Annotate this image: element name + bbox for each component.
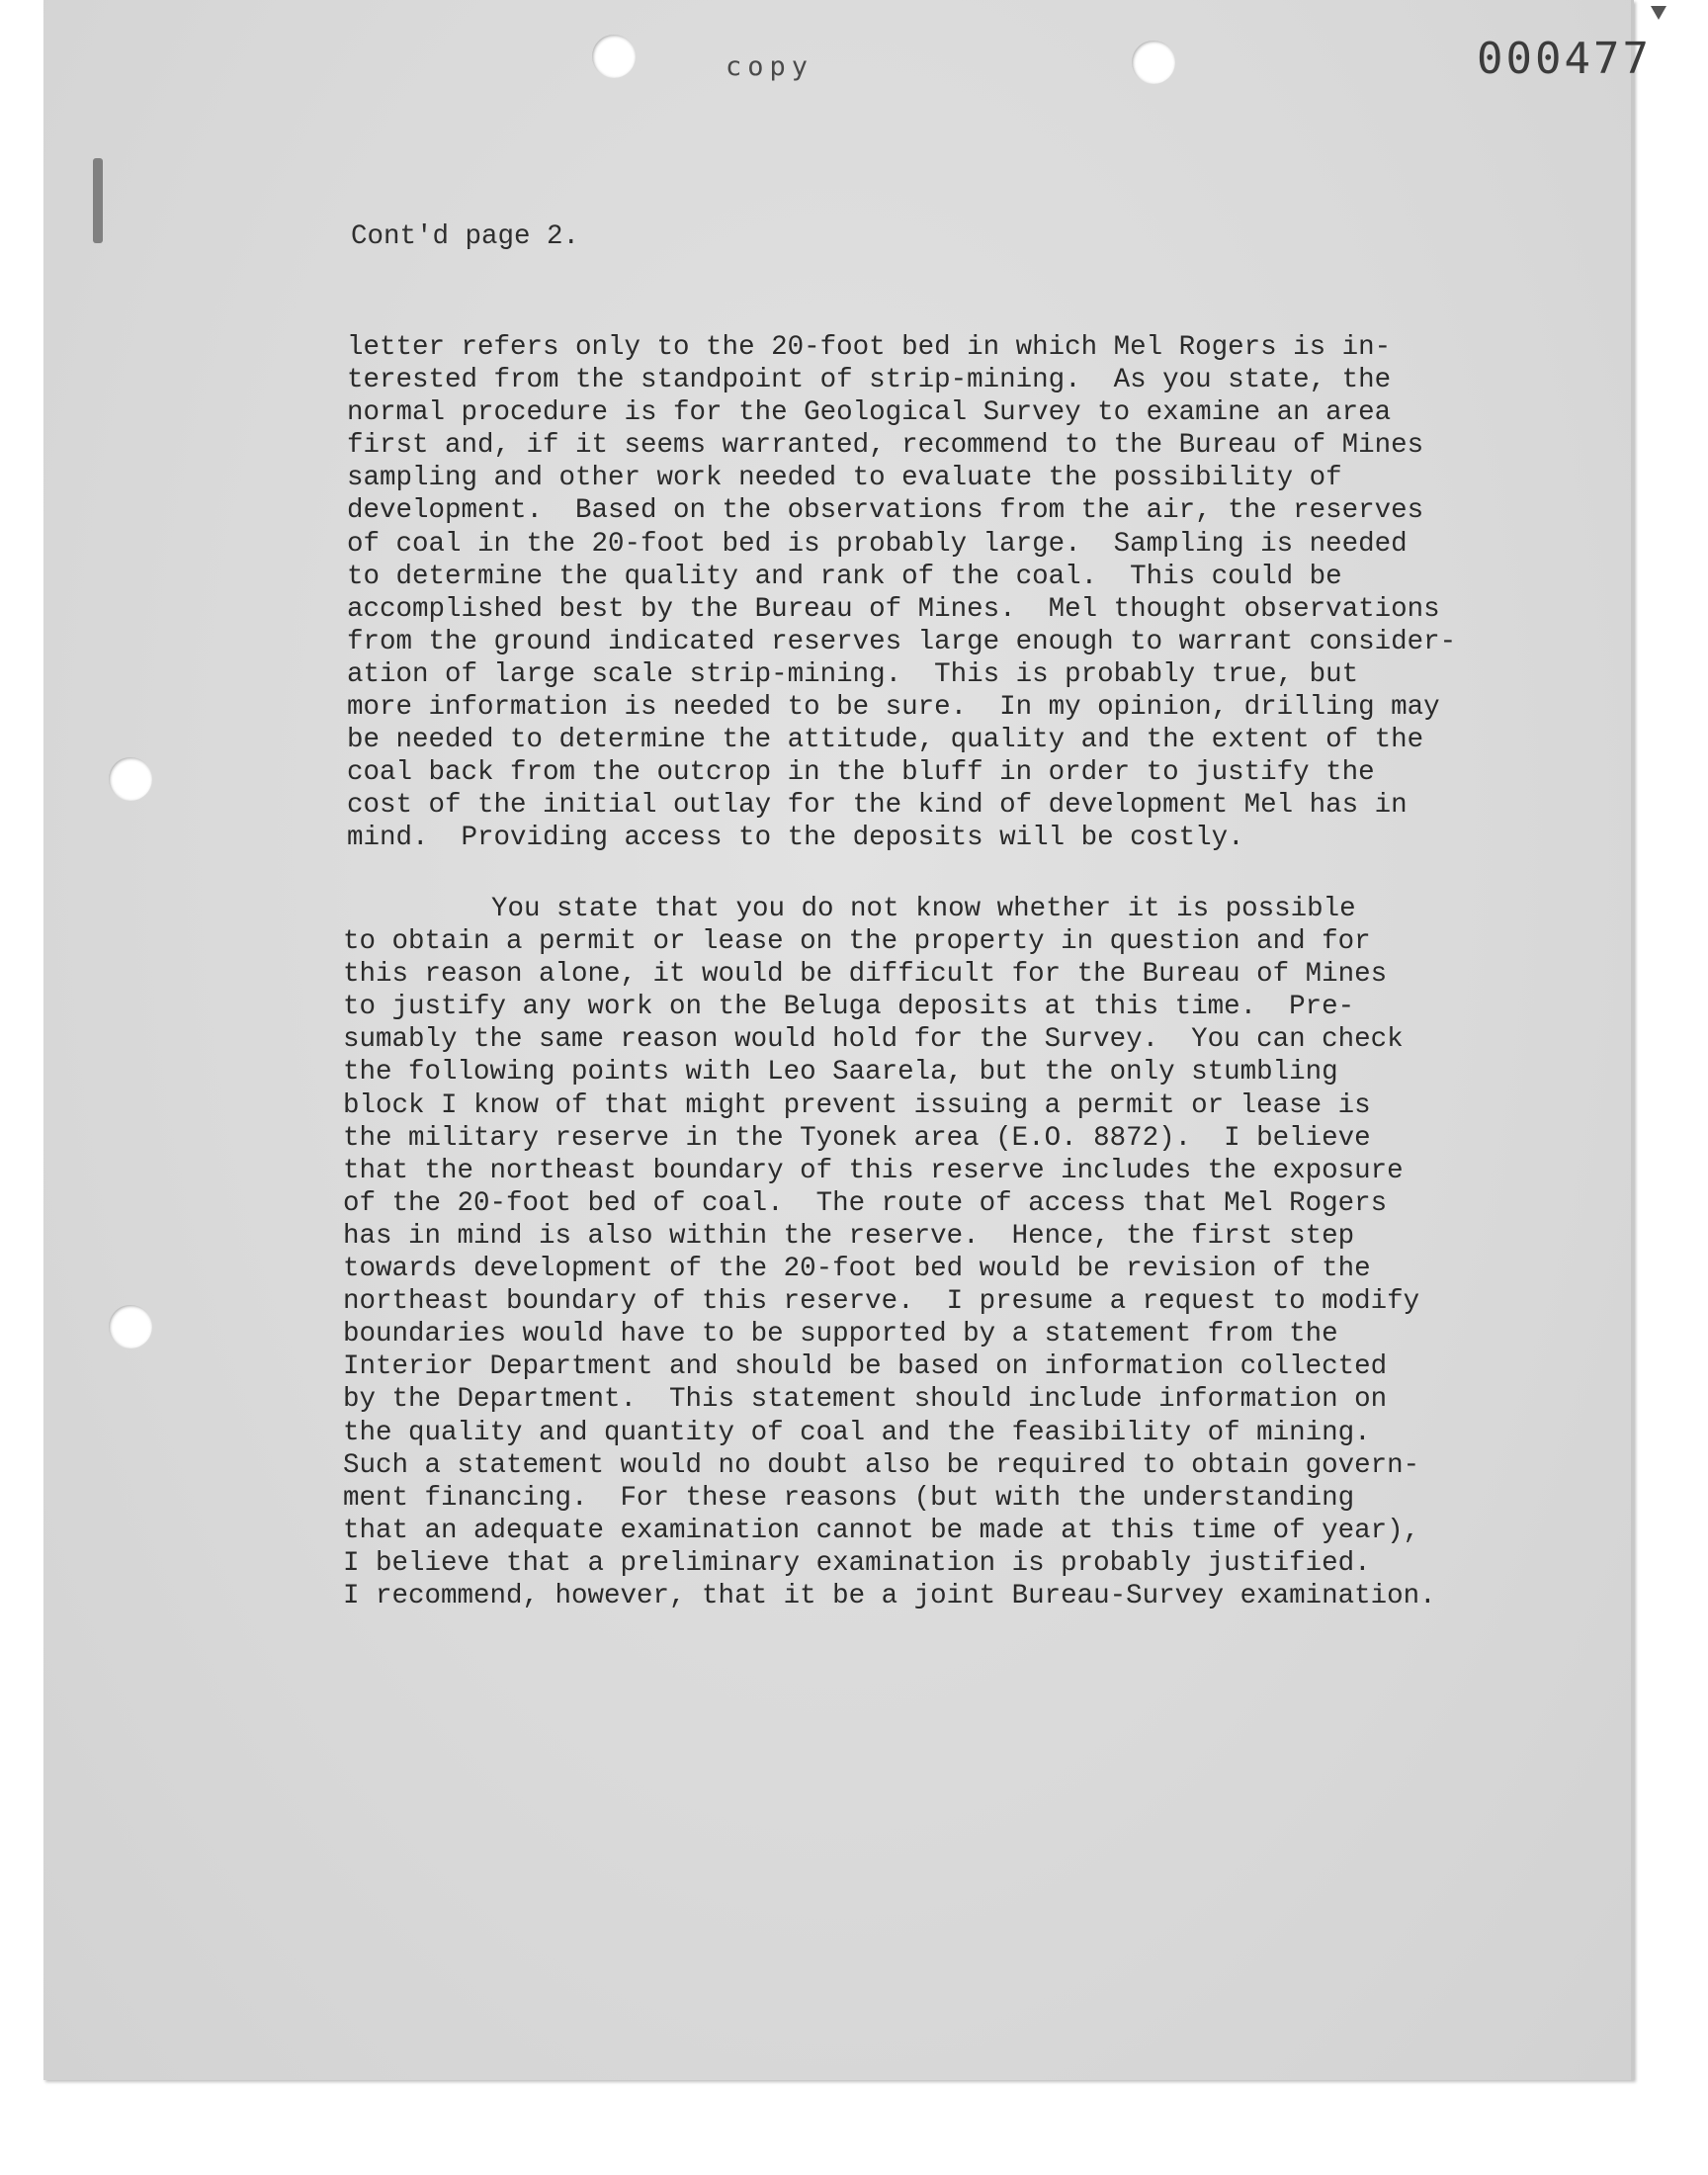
text-line: sumably the same reason would hold for the Survey. You can check	[343, 1024, 1404, 1056]
text-line: mind. Providing access to the deposits will be costly.	[347, 823, 1244, 854]
text-line: sampling and other work needed to evaluate the possibility of	[347, 463, 1342, 494]
corner-mark	[1651, 6, 1666, 20]
text-line: You state that you do not know whether it is possible	[491, 894, 1356, 924]
text-line: block I know of that might prevent issuing a permit or lease is	[343, 1089, 1371, 1121]
text-line: accomplished best by the Bureau of Mines. Mel thought observations	[347, 593, 1440, 625]
text-line: that an adequate examination cannot be made at this time of year),	[343, 1515, 1420, 1546]
text-line: Such a statement would no doubt also be required to obtain govern-	[343, 1449, 1420, 1481]
text-line: ation of large scale strip-mining. This is probably true, but	[347, 658, 1359, 690]
text-line: northeast boundary of this reserve. I presume a request to modify	[343, 1286, 1420, 1318]
text-line: of the 20-foot bed of coal. The route of access that Mel Rogers	[343, 1187, 1388, 1219]
text-line: coal back from the outcrop in the bluff in order to justify the	[347, 757, 1375, 789]
text-line: terested from the standpoint of strip-mining. As you state, the	[347, 365, 1392, 396]
text-line: first and, if it seems warranted, recommend to the Bureau of Mines	[347, 430, 1424, 462]
scan-smudge	[93, 158, 103, 243]
text-line: from the ground indicated reserves large enough to warrant consider-	[347, 626, 1457, 657]
text-line: development. Based on the observations from the air, the reserves	[347, 495, 1424, 527]
text-line: towards development of the 20-foot bed would be revision of the	[343, 1254, 1371, 1285]
text-line: the quality and quantity of coal and the feasibility of mining.	[343, 1417, 1371, 1448]
text-line: letter refers only to the 20-foot bed in which Mel Rogers is in-	[347, 332, 1392, 363]
text-line: to determine the quality and rank of the coal. This could be	[347, 561, 1342, 592]
text-line: to justify any work on the Beluga deposits at this time. Pre-	[343, 992, 1355, 1023]
punch-hole-top-left	[592, 35, 636, 78]
text-line: to obtain a permit or lease on the property in question and for	[343, 926, 1371, 958]
text-line: the following points with Leo Saarela, but the only stumbling	[343, 1057, 1338, 1088]
document-number: 000477	[1477, 34, 1652, 84]
text-line: ment financing. For these reasons (but with the understanding	[343, 1482, 1355, 1514]
paragraph-2	[343, 893, 1436, 1612]
document-page	[43, 0, 1652, 2080]
text-line: this reason alone, it would be difficult for the Bureau of Mines	[343, 959, 1388, 991]
text-line: has in mind is also within the reserve. Hence, the first step	[343, 1220, 1355, 1252]
punch-hole-left-lower	[109, 1305, 152, 1348]
text-line: I recommend, however, that it be a joint Bureau-Survey examination.	[343, 1580, 1436, 1611]
copy-stamp: copy	[726, 51, 814, 82]
paragraph-1	[347, 331, 1456, 855]
punch-hole-left-upper	[109, 757, 152, 801]
text-line: normal procedure is for the Geological Survey to examine an area	[347, 397, 1392, 429]
text-line: by the Department. This statement should include information on	[343, 1384, 1388, 1416]
text-line: the military reserve in the Tyonek area (E.O. 8872). I believe	[343, 1122, 1371, 1154]
text-line: cost of the initial outlay for the kind of development Mel has in	[347, 790, 1408, 822]
continuation-heading: Cont'd page 2.	[351, 221, 580, 252]
text-line: of coal in the 20-foot bed is probably large. Sampling is needed	[347, 528, 1408, 560]
text-line: more information is needed to be sure. In my opinion, drilling may	[347, 692, 1440, 724]
text-line: that the northeast boundary of this reserve includes the exposure	[343, 1155, 1404, 1186]
text-line: be needed to determine the attitude, quality and the extent of the	[347, 725, 1424, 756]
text-line: Interior Department and should be based on information collected	[343, 1351, 1388, 1383]
text-line: boundaries would have to be supported by a statement from the	[343, 1319, 1338, 1350]
punch-hole-top-right	[1132, 41, 1175, 84]
text-line: I believe that a preliminary examination is probably justified.	[343, 1547, 1371, 1579]
